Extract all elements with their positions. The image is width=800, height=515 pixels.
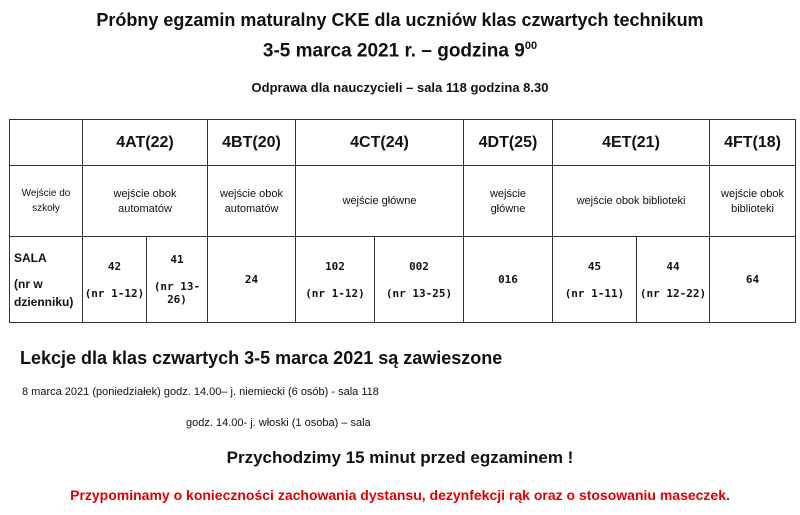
room-label-cell xyxy=(10,237,83,323)
room-cell xyxy=(553,237,637,323)
safety-reminder: Przypominamy o konieczności zachowania dystansu, dezynfekcji rąk oraz o stosowaniu maseczek. xyxy=(70,487,730,503)
class-header: 4CT(24) xyxy=(296,120,464,166)
entrance-text: wejście główne xyxy=(342,195,417,207)
entrance-label: Wejście do xyxy=(21,188,71,199)
class-header: 4FT(18) xyxy=(710,120,796,166)
italian-exam-notice: godz. 14.00- j. włoski (1 osoba) – sala xyxy=(186,417,371,429)
room-number: 42 xyxy=(107,259,122,273)
room-cell xyxy=(208,237,296,323)
german-exam-notice: 8 marca 2021 (poniedziałek) godz. 14.00– j. niemiecki (6 osób) - sala 118 xyxy=(22,386,379,398)
room-number: 24 xyxy=(244,273,259,286)
room-range: (nr 1-12) xyxy=(305,286,365,300)
class-header: 4AT(22) xyxy=(83,120,208,166)
entrance-cell xyxy=(83,166,208,237)
entrance-label-cell xyxy=(10,166,83,237)
entrance-text: biblioteki xyxy=(731,202,774,215)
entrance-label: szkoły xyxy=(32,203,60,214)
room-cell xyxy=(375,237,464,323)
room-range: (nr 1-12) xyxy=(84,286,145,300)
entrance-text: główne xyxy=(490,202,526,215)
room-cell xyxy=(296,237,375,323)
room-range: (nr 12-22) xyxy=(639,286,707,300)
class-header: 4ET(21) xyxy=(553,120,710,166)
room-range: (nr 13-26) xyxy=(153,280,201,306)
room-number: 44 xyxy=(666,259,680,273)
class-header-row xyxy=(10,120,796,166)
room-cell xyxy=(637,237,710,323)
room-number: 102 xyxy=(325,259,345,273)
room-label: SALA xyxy=(14,250,47,265)
entrance-text: wejście obok xyxy=(721,187,784,200)
entrance-text: wejście obok biblioteki xyxy=(576,195,686,207)
empty-corner-cell xyxy=(10,120,83,166)
entrance-cell xyxy=(710,166,796,237)
entrance-row xyxy=(10,166,796,237)
room-range: (nr 1-11) xyxy=(564,286,625,300)
arrival-notice: Przychodzimy 15 minut przed egzaminem ! xyxy=(226,448,574,467)
class-header: 4DT(25) xyxy=(464,120,553,166)
entrance-cell xyxy=(208,166,296,237)
room-number: 002 xyxy=(409,259,429,273)
entrance-cell xyxy=(553,166,710,237)
room-number: 64 xyxy=(745,273,760,286)
room-cell xyxy=(710,237,796,323)
entrance-text: automatów xyxy=(118,202,172,215)
entrance-cell xyxy=(296,166,464,237)
room-range: (nr 13-25) xyxy=(385,286,453,300)
room-label: dzienniku) xyxy=(14,294,74,309)
entrance-text: wejście obok xyxy=(113,187,177,200)
exam-date-time xyxy=(0,40,800,62)
room-number: 45 xyxy=(587,259,602,273)
room-cell xyxy=(83,237,147,323)
room-label: (nr w xyxy=(14,276,43,291)
exam-schedule-table xyxy=(9,119,796,323)
room-number: 016 xyxy=(498,273,518,286)
entrance-text: wejście obok xyxy=(220,187,283,200)
lessons-suspended-notice: Lekcje dla klas czwartych 3-5 marca 2021 są zawieszone xyxy=(20,348,503,368)
room-cell xyxy=(464,237,553,323)
entrance-text: wejście xyxy=(489,187,527,200)
page-title: Próbny egzamin maturalny CKE dla uczniów klas czwartych technikum xyxy=(96,10,704,30)
room-row xyxy=(10,237,796,323)
entrance-text: automatów xyxy=(224,202,279,215)
exam-date-text: 3-5 marca 2021 r. – godzina 9 xyxy=(262,40,525,62)
class-header: 4BT(20) xyxy=(208,120,296,166)
entrance-cell xyxy=(464,166,553,237)
teacher-briefing: Odprawa dla nauczycieli – sala 118 godzina 8.30 xyxy=(251,80,549,95)
room-number: 41 xyxy=(170,253,184,266)
room-cell xyxy=(147,237,208,323)
exam-hour-superscript: 00 xyxy=(524,40,538,52)
